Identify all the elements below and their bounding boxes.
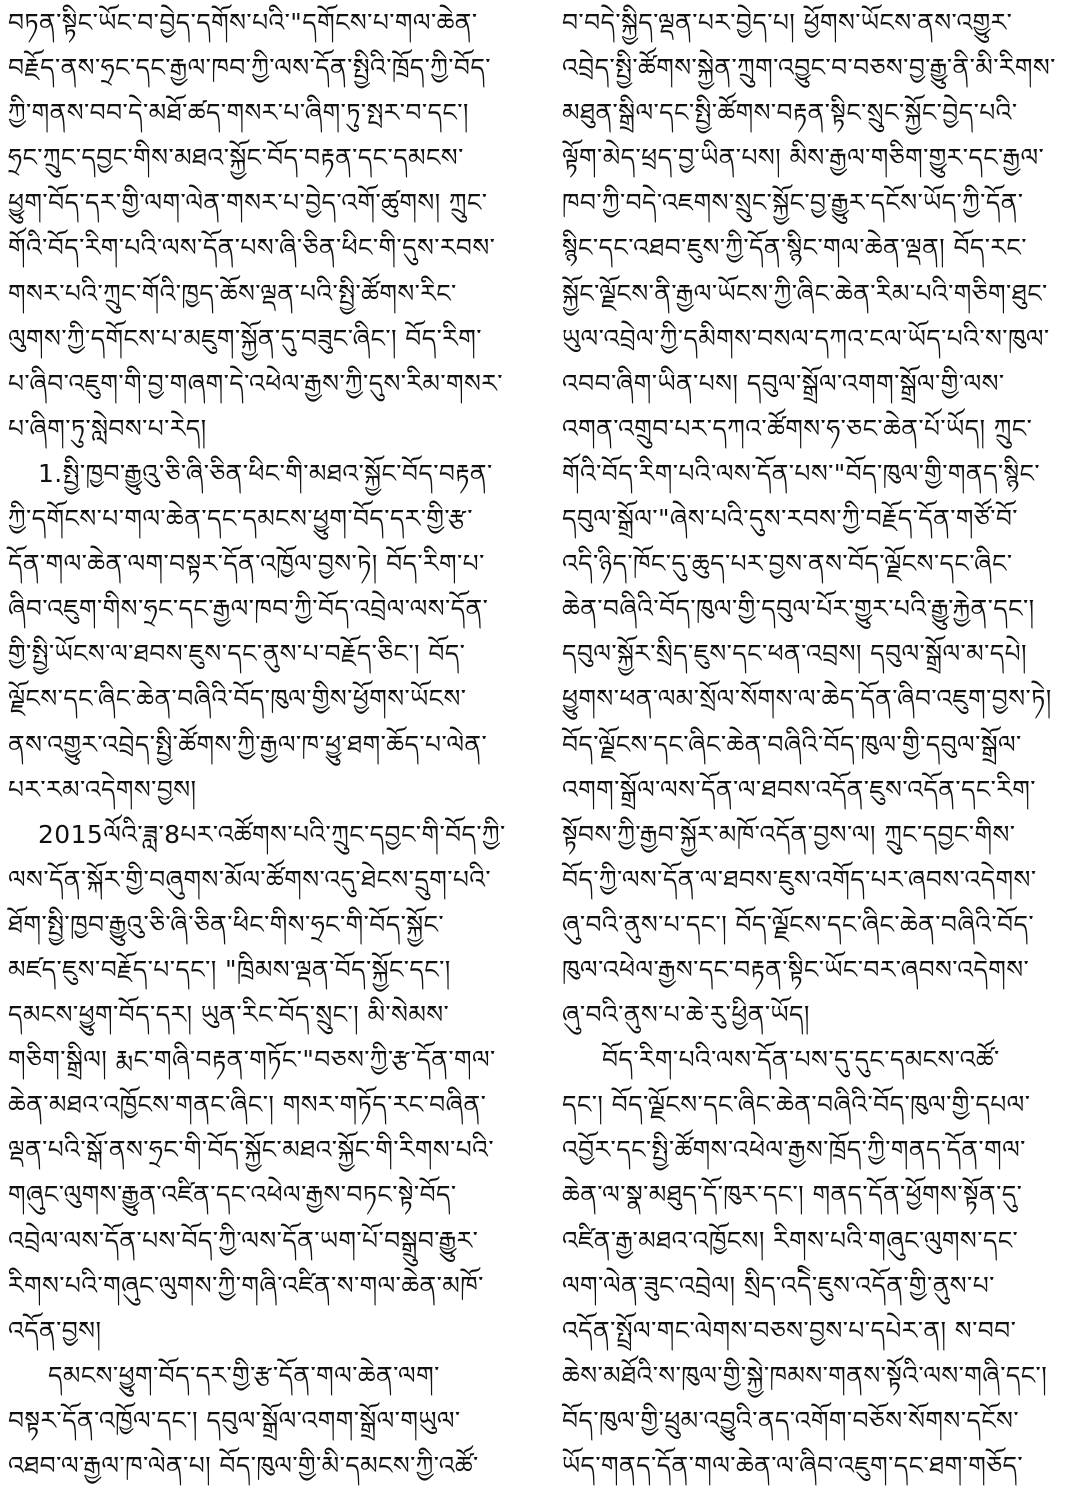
- text-line: ཀྱི་གནས་བབ་དེ་མཐོ་ཚད་གསར་པ་ཞིག་ཏུ་སྤར་བ་དང་།: [8, 98, 469, 128]
- text-line: དབུལ་སྒྲོལ་"ཞེས་པའི་དུས་རབས་ཀྱི་བརྗོད་དོན་གཙོ་བོ་: [562, 504, 1018, 534]
- text-line: ཡོད་གནད་དོན་གལ་ཆེན་ལ་ཞིབ་འཇུག་དང་ཐག་གཅོད་: [562, 1451, 1024, 1480]
- text-line: སྟོབས་ཀྱི་རྒྱབ་སྐྱོར་མཁོ་འདོན་བྱས་ལ། ཀྲུང་དབྱང་གིས་: [562, 819, 1016, 849]
- text-line: འགག་སྒྲོལ་ལས་དོན་ལ་ཐབས་འདོན་ཇུས་འདོན་དང་རིག་: [562, 774, 1036, 804]
- text-line: དོན་གལ་ཆེན་ལག་བསྟར་དོན་འཁྱོལ་བྱས་ཏེ། བོད་རིག་པ་: [8, 549, 485, 579]
- text-line: གསར་པའི་ཀྲུང་གོའི་ཁྱད་ཆོས་ལྡན་པའི་སྤྱི་ཚོགས་རིང་: [8, 278, 457, 308]
- text-line: བརྗོད་ནས་ཧྲང་དང་རྒྱལ་ཁབ་ཀྱི་ལས་དོན་སྤྱིའི་ཁྲོད་ཀྱི་བོད་: [8, 53, 491, 83]
- text-line: བོད་ལྗོངས་དང་ཞིང་ཆེན་བཞིའི་བོད་ཁུལ་གྱི་དབུལ་སྒྲོལ་: [562, 729, 1022, 759]
- text-line: དང་། བོད་ལྗོངས་དང་ཞིང་ཆེན་བཞིའི་བོད་ཁུལ་གྱི་དཔལ་: [562, 1090, 1031, 1120]
- text-line: ཆེན་མཐའ་འཁྱོངས་གནང་ཞིང་། གསར་གཏོད་རང་བཞིན་: [8, 1090, 487, 1120]
- text-line: འབབ་ཞིག་ཡིན་པས། དབུལ་སྒྲོལ་འགག་སྒྲོལ་གྱི་ལས་: [562, 368, 1005, 398]
- left-column: [8, 0, 526, 1480]
- right-column: [542, 0, 1074, 1480]
- text-line: བ་བདེ་སྐྱིད་ལྡན་པར་བྱེད་པ། ཕྱོགས་ཡོངས་ནས་འགྱུར་: [562, 8, 1013, 37]
- text-line: གྱི་སྤྱི་ཡོངས་ལ་ཐབས་ཇུས་དང་ནུས་པ་བརྗོད་ཅིང་། བོད་: [8, 639, 466, 669]
- text-line: རིགས་པའི་གཞུང་ལུགས་ཀྱི་གཞི་འཛིན་ས་གལ་ཆེན་མཁོ་: [8, 1270, 484, 1300]
- text-line: ལྟོག་མེད་ཕྲད་བྱ་ཡིན་པས། མིས་རྒྱལ་གཅིག་གྱུར་དང་རྒྱལ་: [562, 143, 1045, 173]
- text-line: འཛིན་རྒྱ་མཐའ་འཁྱོངས། རིགས་པའི་གཞུང་ལུགས་དང་: [562, 1225, 1019, 1255]
- section-heading-line: 1.སྤྱི་ཁྱབ་རྒྱུའུ་ཅི་ཞི་ཅིན་ཕིང་གི་མཐའ་སྐྱོང་བོད་བརྟན་: [38, 458, 493, 488]
- text-line: སྐྱོང་ལྗོངས་ནི་རྒྱལ་ཡོངས་ཀྱི་ཞིང་ཆེན་རིམ་པའི་གཅིག་ཐུང་: [562, 278, 1048, 308]
- text-line: ཁུལ་འཕེལ་རྒྱས་དང་བརྟན་སྟིང་ཡོང་བར་ཞབས་འདེགས་: [562, 954, 1030, 984]
- text-line: དམངས་ཕྱུག་བོད་དར། ཡུན་རིང་བོད་སྲུང་། མི་སེམས་: [8, 1000, 450, 1030]
- text-line: འཐབ་ལ་རྒྱལ་ཁ་ལེན་པ། བོད་ཁུལ་གྱི་མི་དམངས་ཀྱི་འཚོ་: [8, 1451, 479, 1480]
- paragraph-start-line: དམངས་ཕྱུག་བོད་དར་གྱི་རྩ་དོན་གལ་ཆེན་ལག་: [48, 1360, 440, 1390]
- text-line: ཞུ་བའི་ནུས་པ་ཆེ་རུ་ཕྱིན་ཡོད།: [562, 1000, 810, 1030]
- text-line: གཞུང་ལུགས་རྒྱུན་འཛིན་དང་འཕེལ་རྒྱས་བཏང་སྟེ་བོད་: [8, 1180, 457, 1210]
- text-line: མཐུན་སྒྲིལ་དང་སྤྱི་ཚོགས་བརྟན་སྟིང་སྲུང་སྐྱོང་བྱེད་པའི་: [562, 98, 1018, 128]
- text-line: ཆེན་བཞིའི་བོད་ཁུལ་གྱི་དབུལ་པོར་གྱུར་པའི་རྒྱུ་རྐྱེན་དང་།: [562, 594, 1035, 624]
- paragraph-start-line: བོད་རིག་པའི་ལས་དོན་པས་དུ་དུང་དམངས་འཚོ་: [602, 1045, 1000, 1075]
- text-line: པ་ཞིབ་འཇུག་གི་བྱ་གཞག་དེ་འཕེལ་རྒྱས་ཀྱི་དུས་རིམ་གསར་: [8, 368, 503, 398]
- text-line: མཛད་ཇུས་བརྗོད་པ་དང་། "ཁྲིམས་ལྡན་བོད་སྐྱོང་དང་།: [8, 954, 451, 984]
- text-line: ཡུལ་འབྲེལ་ཀྱི་དམིགས་བསལ་དཀའ་ངལ་ཡོད་པའི་ས་ཁུལ་: [562, 323, 1050, 353]
- text-line: པ་ཞིག་ཏུ་སླེབས་པ་རེད།: [8, 413, 207, 443]
- text-line: འདི་ཉིད་ཁོང་དུ་ཆུད་པར་བྱས་ནས་བོད་ལྗོངས་དང་ཞིང་: [562, 549, 1013, 579]
- text-line: ཆེན་ལ་སྣ་མཐུད་དོ་ཁུར་དང་། གནད་དོན་ཕྱོགས་སྟོན་དུ་: [562, 1180, 1023, 1210]
- text-line: ཞིབ་འཇུག་གིས་ཧྲང་དང་རྒྱལ་ཁབ་ཀྱི་བོད་འབྲེལ་ལས་དོན་: [8, 594, 489, 624]
- text-line: བསྟར་དོན་འཁྱོལ་དང་། དབུལ་སྒྲོལ་འགག་སྒྲོལ་གཡུལ་: [8, 1405, 461, 1435]
- text-line: གཅིག་སྒྲིལ། རྨང་གཞི་བརྟན་གཏོང་"བཅས་ཀྱི་རྩ་དོན་གལ་: [8, 1045, 496, 1075]
- text-line: ལག་ལེན་ཟུང་འབྲེལ། སྲིད་འདེི་ཇུས་འདོན་གྱི་ནུས་པ་: [562, 1270, 995, 1300]
- text-line: ཧྲང་ཀྲུང་དབྱང་གིས་མཐའ་སྐྱོང་བོད་བརྟན་དང་དམངས་: [8, 143, 464, 173]
- text-line: འབྲེལ་ལས་དོན་པས་བོད་ཀྱི་ལས་དོན་ཡག་པོ་བསྒྲུབ་རྒྱུར་: [8, 1225, 479, 1255]
- text-line: དབུལ་སྐྱོར་སྲིད་ཇུས་དང་ཕན་འབྲས། དབུལ་སྒྲོལ་མ་དཔེ།: [562, 639, 1027, 669]
- text-line: ཕྱུགས་ཕན་ལམ་སྲོལ་སོགས་ལ་ཆེད་དོན་ཞིབ་འཇུག་བྱས་ཏེ།: [562, 684, 1052, 714]
- text-line: ལུགས་ཀྱི་དགོངས་པ་མཇུག་སྐྱོན་དུ་བཟུང་ཞིང་། བོད་རིག་: [8, 323, 482, 353]
- text-line: བོད་ཀྱི་ལས་དོན་ལ་ཐབས་ཇུས་འགོད་པར་ཞབས་འདེགས་: [562, 864, 1037, 894]
- text-line: འབྱོར་དང་སྤྱི་ཚོགས་འཕེལ་རྒྱས་ཁྲོད་ཀྱི་གནད་དོན་གལ་: [562, 1135, 1026, 1165]
- text-line: བོད་ཁུལ་གྱི་ཕྲུམ་འབྱུའི་ནད་འགོག་བཅོས་སོགས་དངོས་: [562, 1405, 1019, 1435]
- text-line: ཐོག་སྤྱི་ཁྱབ་རྒྱུའུ་ཅི་ཞི་ཅིན་ཕིང་གིས་ཧྲང་གི་བོད་སྐྱོང་: [8, 909, 444, 939]
- text-line: འབྲེད་སྤྱི་ཚོགས་སྐྱེན་ཀྲུག་འབྱུང་བ་བཅས་བྱ་རྒྱུ་ནི་མི་རིགས་: [562, 53, 1056, 83]
- text-line: འདོན་བྱས།: [8, 1315, 102, 1345]
- text-line: ལྡན་པའི་སྒོ་ནས་ཧྲང་གི་བོད་སྐྱོང་མཐའ་སྐྱོང་གི་རིགས་པའི་: [8, 1135, 494, 1165]
- text-line: སྙིང་དང་འཐབ་ཇུས་ཀྱི་དོན་སྙིང་གལ་ཆེན་ལྡན། བོད་རང་: [562, 233, 1027, 263]
- text-line: འགན་འགྲུབ་པར་དཀའ་ཚོགས་ཧ་ཅང་ཆེན་པོ་ཡོད། ཀྲུང་: [562, 413, 1033, 443]
- text-line: ཀྱི་དགོངས་པ་གལ་ཆེན་དང་དམངས་ཕྱུག་བོད་དར་གྱི་རྩ་: [8, 504, 473, 534]
- text-line: བཏན་སྟིང་ཡོང་བ་བྱེད་དགོས་པའི་"དགོངས་པ་གལ་ཆེན་: [8, 8, 478, 37]
- text-line: ལྗོངས་དང་ཞིང་ཆེན་བཞིའི་བོད་ཁུལ་གྱིས་ཕྱོགས་ཡོངས་: [8, 684, 467, 714]
- text-line: གོའི་བོད་རིག་པའི་ལས་དོན་པས་ཞི་ཅིན་ཕིང་གི་དུས་རབས་: [8, 233, 496, 263]
- text-line: ཞུ་བའི་ནུས་པ་དང་། བོད་ལྗོངས་དང་ཞིང་ཆེན་བཞིའི་བོད་: [562, 909, 1034, 939]
- text-line: ཁབ་ཀྱི་བདེ་འཇགས་སྲུང་སྐྱོང་བྱ་རྒྱུར་དངོས་ཡོད་ཀྱི་དོན་: [562, 188, 1024, 218]
- text-line: ཕྱུག་བོད་དར་གྱི་ལག་ལེན་གསར་པ་བྱེད་འགོ་ཚུགས། ཀྲུང་: [8, 188, 488, 218]
- text-line: ཆེས་མཐོའི་ས་ཁུལ་གྱི་སྐྱེ་ཁམས་གནས་སྟོའི་ལས་གཞི་དང་།: [562, 1360, 1048, 1390]
- text-line: ནས་འགྱུར་འབྲེད་སྤྱི་ཚོགས་ཀྱི་རྒྱལ་ཁ་ཕྱུ་ཐག་ཆོད་པ་ལེན་: [8, 729, 488, 759]
- text-line: གོའི་བོད་རིག་པའི་ལས་དོན་པས་"བོད་ཁུལ་གྱི་གནད་སྙིང་: [562, 458, 1040, 488]
- paragraph-start-line: 2015ལོའི་ཟླ་8པར་འཚོགས་པའི་ཀྲུང་དབྱང་གི་བོད་ཀྱི་: [38, 819, 506, 849]
- text-line: ལས་དོན་སྐོར་གྱི་བཞུགས་མོལ་ཚོགས་འདུ་ཐེངས་དྲུག་པའི་: [8, 864, 492, 894]
- text-line: པར་རམ་འདེགས་བྱས།: [8, 774, 197, 804]
- text-line: འདོན་སྤྲོལ་གང་ལེགས་བཅས་བྱས་པ་དཔེར་ན། ས་བབ་: [562, 1315, 1017, 1345]
